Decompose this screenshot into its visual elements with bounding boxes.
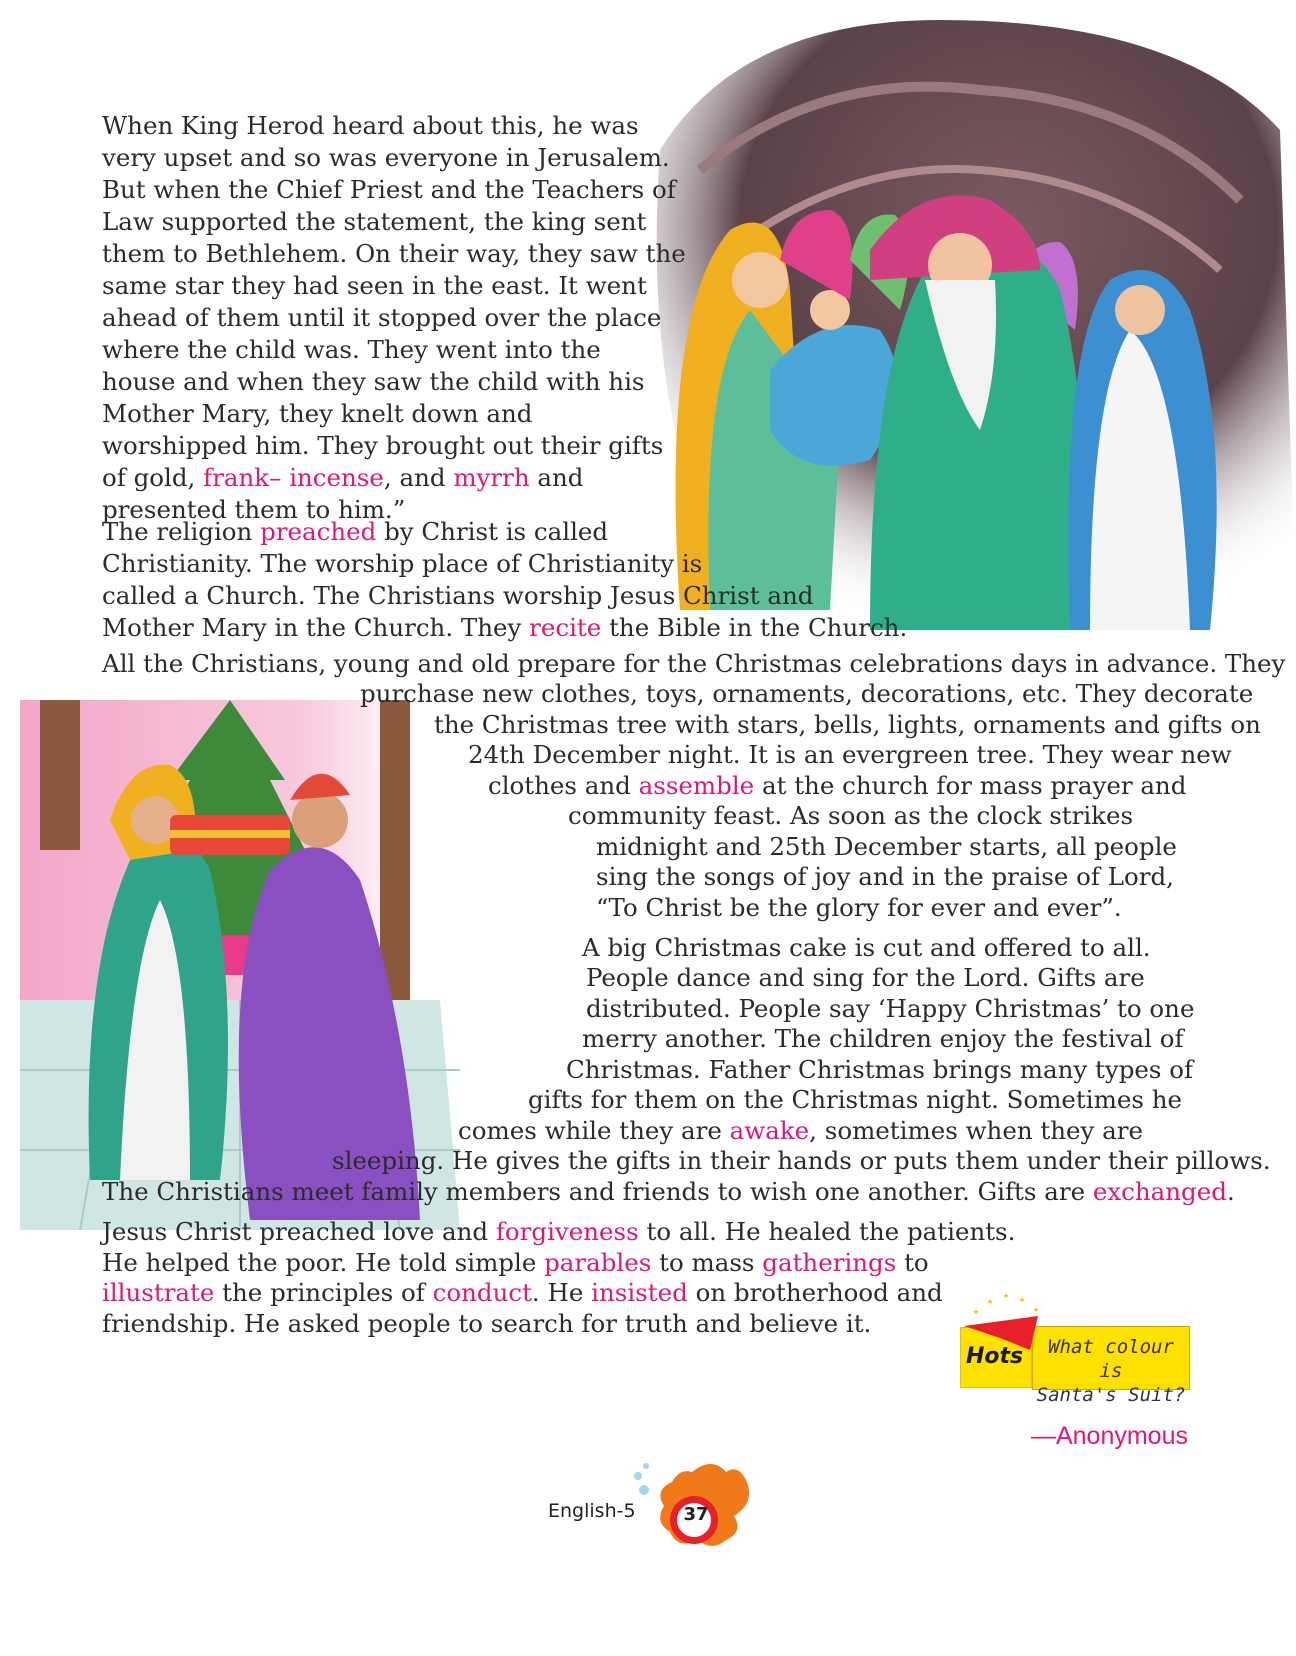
text-line: gifts for them on the Christmas night. Sometimes he: [528, 1085, 1182, 1114]
text-line: midnight and 25th December starts, all people: [596, 832, 1177, 861]
hots-question: What colour is Santa's Suit?: [1036, 1336, 1186, 1406]
keyword-preached: preached: [260, 517, 377, 546]
text-line: [102, 612, 907, 644]
text-line: People dance and sing for the Lord. Gifts are: [586, 963, 1145, 992]
text-line: [102, 516, 907, 548]
book-title: English-5: [548, 1500, 636, 1522]
text-run: The religion: [102, 517, 261, 546]
keyword-gatherings: gatherings: [762, 1248, 897, 1277]
text-run: comes while they are: [458, 1116, 730, 1145]
text-run: at the church for mass prayer and: [754, 771, 1187, 800]
text-run: the principles of: [214, 1278, 433, 1307]
text-run: . He: [531, 1278, 592, 1307]
text-line: community feast. As soon as the clock strikes: [568, 801, 1134, 830]
paragraph-herod: [102, 110, 686, 526]
text-line: [488, 770, 1187, 802]
text-run: to all. He healed the patients.: [638, 1217, 1016, 1246]
keyword-recite: recite: [529, 613, 602, 642]
text-line: ahead of them until it stopped over the place: [102, 303, 662, 332]
text-run: by Christ is called: [376, 517, 609, 546]
text-line: [102, 1216, 1016, 1248]
text-run: The Christians meet family members and friends to wish one another. Gifts are: [102, 1177, 1093, 1206]
hots-question-box: [960, 1292, 1188, 1406]
text-run: clothes and: [488, 771, 639, 800]
text-line: friendship. He asked people to search for truth and believe it.: [102, 1309, 872, 1338]
text-line: Mother Mary, they knelt down and: [102, 399, 533, 428]
keyword-exchanged: exchanged: [1092, 1177, 1227, 1206]
text-line: When King Herod heard about this, he was: [102, 111, 639, 140]
keyword-myrrh: myrrh: [453, 463, 530, 492]
text-line: “To Christ be the glory for ever and ever”.: [596, 893, 1122, 922]
text-run: to mass: [651, 1248, 763, 1277]
text-line: [102, 1176, 1235, 1208]
text-line: very upset and so was everyone in Jerusalem.: [102, 143, 670, 172]
text-run: .: [1226, 1177, 1235, 1206]
text-line: the Christmas tree with stars, bells, lights, ornaments and gifts on: [434, 710, 1261, 739]
text-run: Jesus Christ preached love and: [102, 1217, 496, 1246]
text-line: [102, 462, 686, 494]
hots-flag-icon: [960, 1292, 1060, 1388]
keyword-awake: awake: [729, 1116, 810, 1145]
text-run: , and: [383, 463, 454, 492]
keyword-assemble: assemble: [638, 771, 755, 800]
text-run: Mother Mary in the Church. They: [102, 613, 530, 642]
text-line: [458, 1115, 1143, 1147]
text-line: house and when they saw the child with his: [102, 367, 645, 396]
text-run: and: [529, 463, 584, 492]
text-run: , sometimes when they are: [809, 1116, 1143, 1145]
text-line: 24th December night. It is an evergreen tree. They wear new: [468, 740, 1232, 769]
text-run: of gold,: [102, 463, 204, 492]
text-line: same star they had seen in the east. It went: [102, 271, 647, 300]
hots-label: Hots: [966, 1344, 1024, 1369]
text-line: presented them to him.”: [102, 495, 406, 524]
text-run: the Bible in the Church.: [601, 613, 908, 642]
text-run: He helped the poor. He told simple: [102, 1248, 545, 1277]
text-line: [102, 1277, 943, 1309]
text-line: purchase new clothes, toys, ornaments, decorations, etc. They decorate: [360, 679, 1254, 708]
text-line: Law supported the statement, the king sent: [102, 207, 647, 236]
keyword-parables: parables: [544, 1248, 652, 1277]
text-line: worshipped him. They brought out their gifts: [102, 431, 664, 460]
keyword-forgiveness: forgiveness: [495, 1217, 639, 1246]
text-line: Christmas. Father Christmas brings many types of: [566, 1055, 1194, 1084]
text-line: sleeping. He gives the gifts in their hands or puts them under their pillows.: [332, 1146, 1271, 1175]
text-line: them to Bethlehem. On their way, they saw the: [102, 239, 686, 268]
page-number: 37: [683, 1504, 709, 1525]
text-line: All the Christians, young and old prepare for the Christmas celebrations days in advance. They: [102, 649, 1286, 678]
text-line: merry another. The children enjoy the festival of: [582, 1024, 1184, 1053]
text-line: called a Church. The Christians worship Jesus Christ and: [102, 581, 814, 610]
text-line: distributed. People say ‘Happy Christmas’ to one: [586, 994, 1195, 1023]
text-line: A big Christmas cake is cut and offered to all.: [582, 933, 1151, 962]
text-line: Christianity. The worship place of Christianity is: [102, 549, 703, 578]
keyword-insisted: insisted: [591, 1278, 688, 1307]
paragraph-christianity: [102, 516, 907, 644]
text-line: where the child was. They went into the: [102, 335, 601, 364]
keyword-conduct: conduct: [432, 1278, 532, 1307]
text-run: on brotherhood and: [687, 1278, 943, 1307]
text-line: sing the songs of joy and in the praise of Lord,: [596, 862, 1174, 891]
keyword-frankincense: frank– incense: [203, 463, 384, 492]
text-run: to: [896, 1248, 929, 1277]
author-credit: —Anonymous: [1030, 1422, 1188, 1450]
keyword-illustrate: illustrate: [102, 1278, 215, 1307]
text-line: But when the Chief Priest and the Teachers of: [102, 175, 676, 204]
text-line: [102, 1247, 929, 1279]
